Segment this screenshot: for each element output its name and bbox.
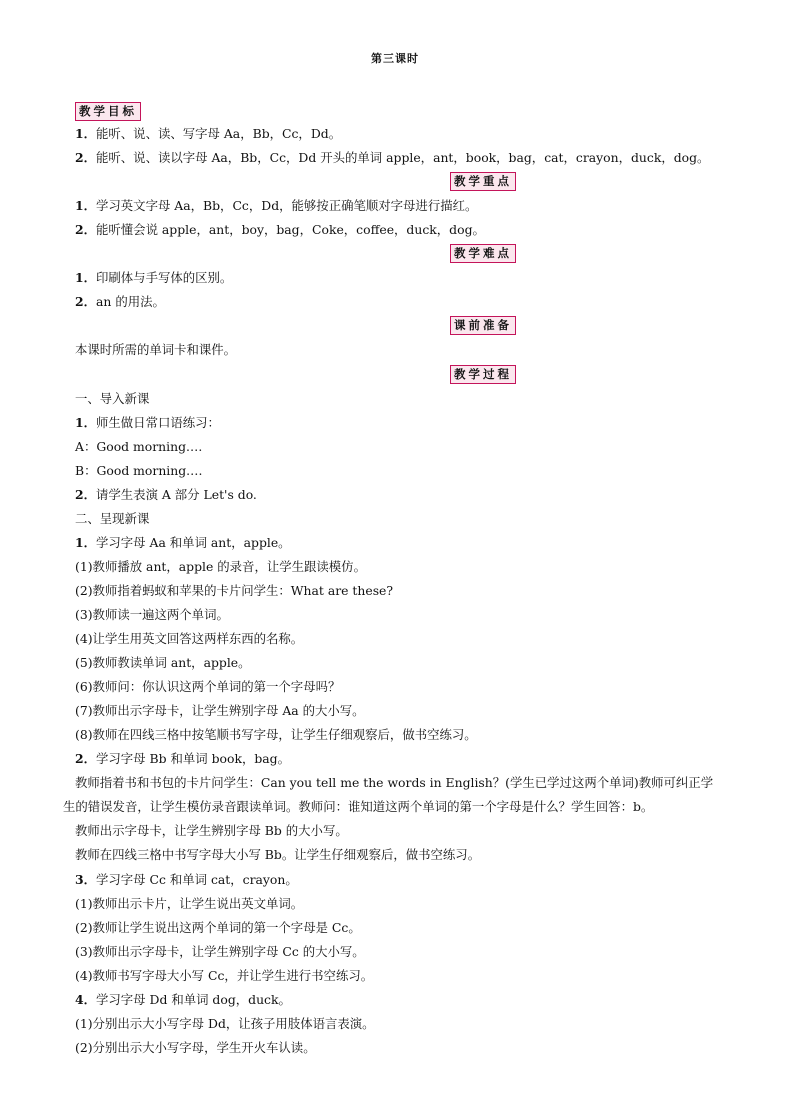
section-key-row [75, 170, 725, 194]
step-heading: 一、导入新课 [75, 390, 150, 406]
goal-item: 1．能听、说、读、写字母 Aa，Bb，Cc，Dd。 [75, 126, 342, 142]
goal-item: 2．能听、说、读以字母 Aa，Bb，Cc，Dd 开头的单词 apple，ant，book，bag，cat，crayon，duck，dog。 [75, 150, 710, 166]
sub-step: (1)分别出示大小写字母 Dd，让孩子用肢体语言表演。 [75, 1015, 375, 1031]
section-heading-process: 教学过程 [450, 365, 516, 384]
key-item: 1．学习英文字母 Aa，Bb，Cc，Dd，能够按正确笔顺对字母进行描红。 [75, 198, 478, 214]
paragraph: 教师出示字母卡，让学生辨别字母 Bb 的大小写。 [75, 823, 348, 839]
sub-step: (4)教师书写字母大小写 Cc，并让学生进行书空练习。 [75, 967, 374, 983]
section-goals-row [75, 98, 725, 122]
sub-step: (3)教师读一遍这两个单词。 [75, 606, 229, 622]
key-item: 2．能听懂会说 apple，ant，boy，bag，Coke，coffee，duck，dog。 [75, 222, 485, 238]
difficult-item: 2．an 的用法。 [75, 294, 165, 310]
sub-step: (4)让学生用英文回答这两样东西的名称。 [75, 631, 304, 647]
dialogue-line: A：Good morning.… [75, 438, 203, 454]
step-item: 1．学习字母 Aa 和单词 ant，apple。 [75, 534, 291, 550]
step-item: 4．学习字母 Dd 和单词 dog，duck。 [75, 991, 291, 1007]
sub-step: (6)教师问：你认识这两个单词的第一个字母吗？ [75, 679, 341, 695]
paragraph: 教师在四线三格中书写字母大小写 Bb。让学生仔细观察后，做书空练习。 [75, 847, 481, 863]
sub-step: (7)教师出示字母卡，让学生辨别字母 Aa 的大小写。 [75, 703, 365, 719]
difficult-item: 1．印刷体与手写体的区别。 [75, 270, 233, 286]
sub-step: (2)教师让学生说出这两个单词的第一个字母是 Cc。 [75, 919, 361, 935]
section-difficult-row [75, 242, 725, 266]
section-heading-prep: 课前准备 [450, 316, 516, 335]
section-heading-key: 教学重点 [450, 172, 516, 191]
sub-step: (3)教师出示字母卡，让学生辨别字母 Cc 的大小写。 [75, 943, 365, 959]
sub-step: (2)分别出示大小写字母，学生开火车认读。 [75, 1039, 316, 1055]
section-prep-row [75, 314, 725, 338]
step-item: 3．学习字母 Cc 和单词 cat，crayon。 [75, 871, 298, 887]
step-item: 2．请学生表演 A 部分 Let's do. [75, 486, 257, 502]
section-heading-goals: 教学目标 [75, 102, 141, 121]
dialogue-line: B：Good morning.… [75, 462, 203, 478]
section-process-row [75, 363, 725, 387]
sub-step: (1)教师播放 ant，apple 的录音，让学生跟读模仿。 [75, 558, 366, 574]
sub-step: (1)教师出示卡片，让学生说出英文单词。 [75, 895, 304, 911]
document-body [63, 98, 725, 1060]
sub-step: (8)教师在四线三格中按笔顺书写字母，让学生仔细观察后，做书空练习。 [75, 727, 477, 743]
sub-step: (5)教师教读单词 ant，apple。 [75, 655, 251, 671]
page-title: 第三课时 [371, 52, 419, 65]
prep-text: 本课时所需的单词卡和课件。 [75, 342, 237, 358]
step-item: 2．学习字母 Bb 和单词 book，bag。 [75, 751, 290, 767]
section-heading-difficult: 教学难点 [450, 244, 516, 263]
step-item: 1．师生做日常口语练习： [75, 414, 220, 430]
sub-step: (2)教师指着蚂蚁和苹果的卡片问学生：What are these? [75, 582, 394, 598]
paragraph: 教师指着书和书包的卡片问学生：Can you tell me the words in English？(学生已学过这两个单词)教师可纠正学生的错误发音，让学生模仿录音跟读单词。教师问：谁知道这两个单词的第一个字母是什么？学生回答：b。 [63, 775, 714, 815]
step-heading: 二、呈现新课 [75, 510, 150, 526]
